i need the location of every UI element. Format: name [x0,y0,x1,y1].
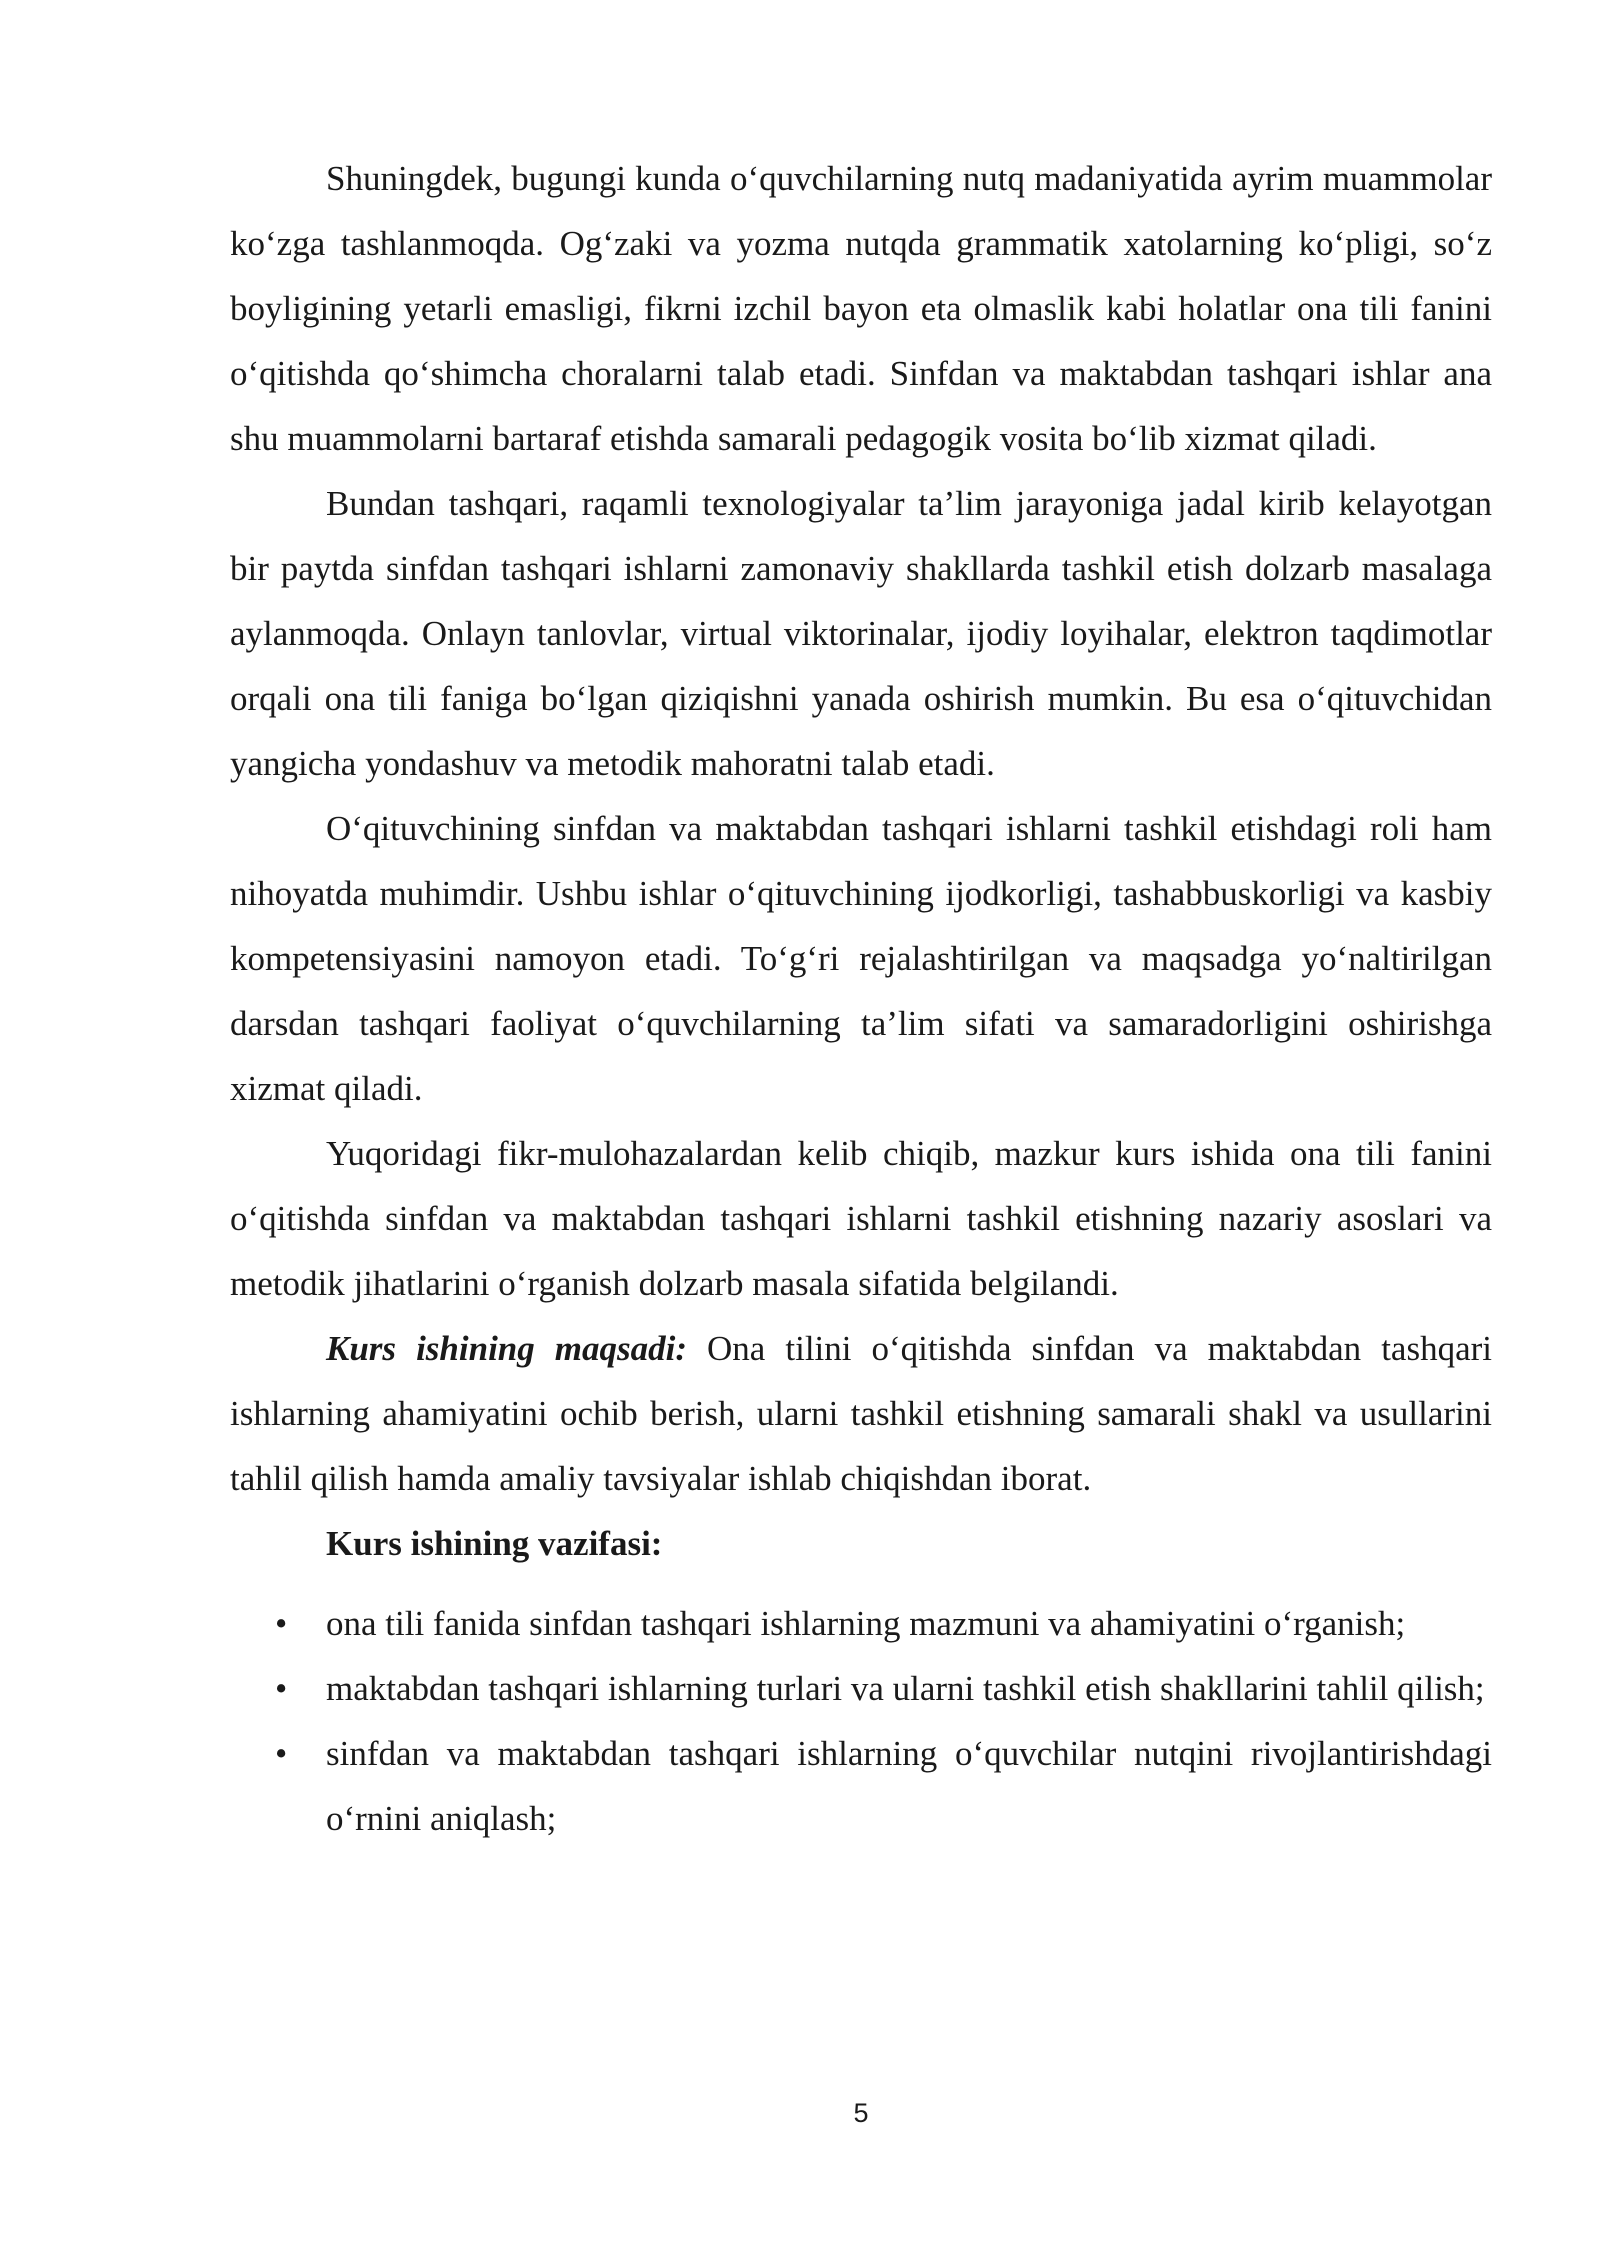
paragraph-course-goal [230,1316,1492,1511]
task-text: ona tili fanida sinfdan tashqari ishlarning mazmuni va ahamiyatini o‘rganish; [326,1604,1406,1643]
bullet-icon: • [275,1734,288,1773]
course-goal-text: Ona tilini o‘qitishda sinfdan va maktabdan tashqari ishlarning ahamiyatini ochib berish, ularni tashkil etishning samarali shakl va usullarini tahlil qilish hamda amaliy tavsiyalar ishlab chiqishdan iborat. [230,1329,1492,1498]
paragraph-digital-technologies: Bundan tashqari, raqamli texnologiyalar ta’lim jarayoniga jadal kirib kelayotgan bir paytda sinfdan tashqari ishlarni zamonaviy shakllarda tashkil etish dolzarb masalaga aylanmoqda. Onlayn tanlovlar, virtual viktorinalar, ijodiy loyihalar, elektron taqdimotlar orqali ona tili faniga bo‘lgan qiziqishni yanada oshirish mumkin. Bu esa o‘qituvchidan yangicha yondashuv va metodik mahoratni talab etadi. [230,484,1492,783]
paragraph-teacher-role: O‘qituvchining sinfdan va maktabdan tashqari ishlarni tashkil etishdagi roli ham nihoyatda muhimdir. Ushbu ishlar o‘qituvchining ijodkorligi, tashabbuskorligi va kasbiy kompetensiyasini namoyon etadi. To‘g‘ri rejalashtirilgan va maqsadga yo‘naltirilgan darsdan tashqari faoliyat o‘quvchilarning ta’lim sifati va samaradorligini oshirishga xizmat qiladi. [230,809,1492,1108]
bullet-icon: • [275,1669,288,1708]
task-text: sinfdan va maktabdan tashqari ishlarning o‘quvchilar nutqini rivojlantirishdagi o‘rnini aniqlash; [326,1734,1492,1838]
page-body [230,146,1492,1851]
list-item [230,1591,1492,1656]
bullet-icon: • [275,1604,288,1643]
task-text: maktabdan tashqari ishlarning turlari va ularni tashkil etish shakllarini tahlil qilish; [326,1669,1485,1708]
paragraph-speech-culture: Shuningdek, bugungi kunda o‘quvchilarning nutq madaniyatida ayrim muammolar ko‘zga tashlanmoqda. Og‘zaki va yozma nutqda grammatik xatolarning ko‘pligi, so‘z boyligining yetarli emasligi, fikrni izchil bayon eta olmaslik kabi holatlar ona tili fanini o‘qitishda qo‘shimcha choralarni talab etadi. Sinfdan va maktabdan tashqari ishlar ana shu muammolarni bartaraf etishda samarali pedagogik vosita bo‘lib xizmat qiladi. [230,159,1492,458]
list-item [230,1656,1492,1721]
course-goal-label: Kurs ishining maqsadi: [326,1329,688,1368]
page-number: 5 [853,2098,869,2128]
tasks-heading: Kurs ishining vazifasi: [326,1524,663,1563]
list-item [230,1721,1492,1851]
paragraph-topic-relevance: Yuqoridagi fikr-mulohazalardan kelib chiqib, mazkur kurs ishida ona tili fanini o‘qitishda sinfdan va maktabdan tashqari ishlarni tashkil etishning nazariy asoslari va metodik jihatlarini o‘rganish dolzarb masala sifatida belgilandi. [230,1134,1492,1303]
tasks-list [230,1591,1492,1851]
